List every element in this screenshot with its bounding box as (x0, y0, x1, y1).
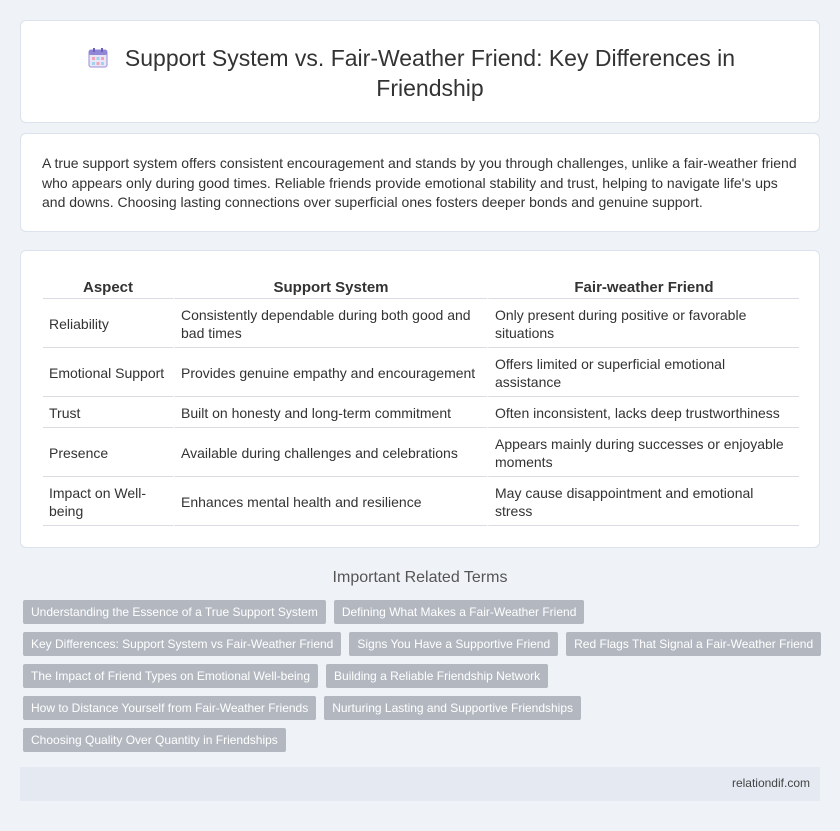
table-cell-support: Consistently dependable during both good and bad times (173, 299, 487, 348)
page-title: Support System vs. Fair-Weather Friend: Key Differences in Friendship (124, 45, 736, 101)
table-row (43, 428, 799, 477)
related-term-tag[interactable]: Red Flags That Signal a Fair-Weather Friend (566, 632, 821, 656)
related-terms-list (23, 600, 813, 760)
related-terms-title: Important Related Terms (332, 569, 508, 586)
related-term-tag[interactable]: Signs You Have a Supportive Friend (349, 632, 558, 656)
table-cell-aspect: Presence (43, 428, 173, 477)
related-term-tag[interactable]: The Impact of Friend Types on Emotional Well-being (23, 664, 318, 688)
table-cell-support: Enhances mental health and resilience (173, 477, 487, 526)
table-row (43, 348, 799, 397)
intro-paragraph: A true support system offers consistent encouragement and stands by you through challenges, unlike a fair-weather friend who appears only during good times. Reliable friends provide emotional stability and trust, helping to navigate life's ups and downs. Choosing lasting connections over superficial ones fosters deeper bonds and genuine support. (42, 155, 797, 210)
table-cell-aspect: Impact on Well-being (43, 477, 173, 526)
table-cell-aspect: Reliability (43, 299, 173, 348)
related-term-tag[interactable]: Understanding the Essence of a True Support System (23, 600, 326, 624)
footer (20, 767, 820, 801)
header-support-system: Support System (173, 275, 487, 299)
related-term-tag[interactable]: How to Distance Yourself from Fair-Weather Friends (23, 696, 316, 720)
table-row (43, 299, 799, 348)
header-aspect: Aspect (43, 275, 173, 299)
table-row (43, 397, 799, 428)
related-term-tag[interactable]: Building a Reliable Friendship Network (326, 664, 548, 688)
related-term-tag[interactable]: Key Differences: Support System vs Fair-Weather Friend (23, 632, 341, 656)
comparison-table (43, 275, 799, 526)
related-term-tag[interactable]: Defining What Makes a Fair-Weather Friend (334, 600, 585, 624)
table-cell-fair-weather: Offers limited or superficial emotional assistance (487, 348, 799, 397)
intro-card (20, 133, 820, 232)
table-cell-aspect: Trust (43, 397, 173, 428)
table-cell-support: Available during challenges and celebrations (173, 428, 487, 477)
table-cell-aspect: Emotional Support (43, 348, 173, 397)
related-term-tag[interactable]: Nurturing Lasting and Supportive Friendships (324, 696, 581, 720)
header-fair-weather-friend: Fair-weather Friend (487, 275, 799, 299)
table-header-row (43, 275, 799, 299)
table-cell-fair-weather: Only present during positive or favorable situations (487, 299, 799, 348)
table-cell-support: Built on honesty and long-term commitment (173, 397, 487, 428)
table-row (43, 477, 799, 526)
table-cell-support: Provides genuine empathy and encouragement (173, 348, 487, 397)
comparison-card (20, 250, 820, 548)
footer-site-link[interactable]: relationdif.com (731, 776, 810, 790)
title-card (20, 20, 820, 123)
table-cell-fair-weather: May cause disappointment and emotional stress (487, 477, 799, 526)
related-term-tag[interactable]: Choosing Quality Over Quantity in Friendships (23, 728, 286, 752)
table-cell-fair-weather: Appears mainly during successes or enjoyable moments (487, 428, 799, 477)
table-cell-fair-weather: Often inconsistent, lacks deep trustworthiness (487, 397, 799, 428)
